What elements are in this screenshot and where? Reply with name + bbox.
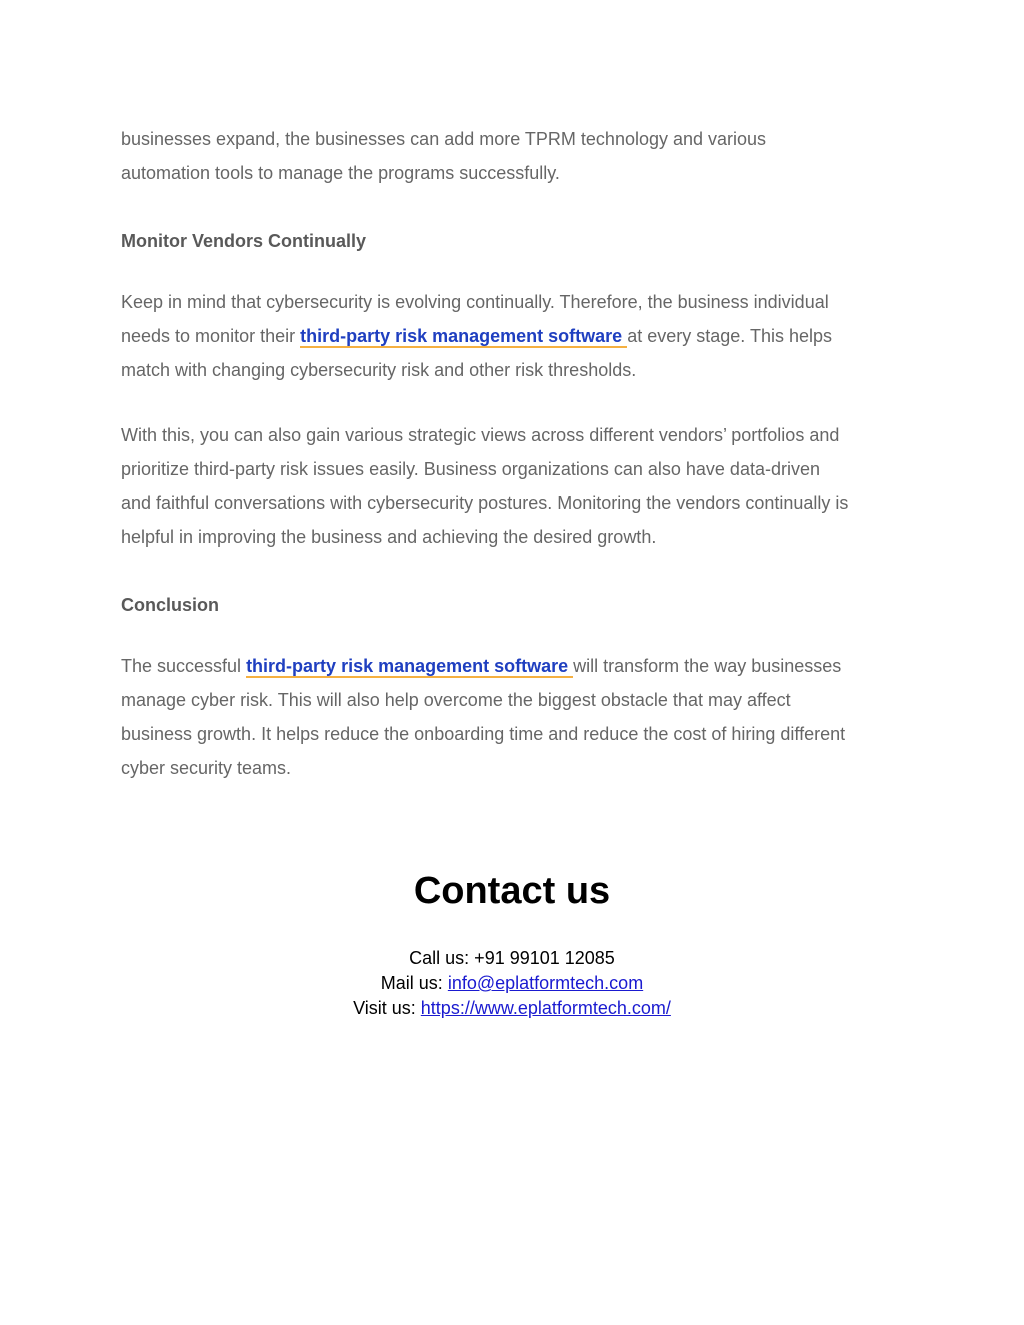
monitor-p2-line-4: helpful in improving the business and achieving the desired growth. [121, 527, 657, 547]
monitor-p1-text-after-link: at every stage. This helps [627, 326, 832, 346]
conclusion-line-3: business growth. It helps reduce the onboarding time and reduce the cost of hiring different [121, 724, 846, 744]
tprm-software-link[interactable]: third-party risk management software [300, 326, 628, 346]
monitor-paragraph-1 [121, 285, 832, 387]
visit-us-line [0, 996, 1024, 1021]
monitor-p2-line-3: and faithful conversations with cybersecurity postures. Monitoring the vendors continually is [121, 493, 849, 513]
conclusion-text-before-link: The successful [121, 656, 247, 676]
mail-us-line [0, 971, 1024, 996]
monitor-vendors-heading: Monitor Vendors Continually [121, 231, 367, 251]
website-link[interactable]: https://www.eplatformtech.com/ [420, 998, 671, 1018]
conclusion-line-2: manage cyber risk. This will also help overcome the biggest obstacle that may affect [121, 690, 791, 710]
conclusion-paragraph [121, 649, 845, 785]
monitor-p1-line-1: Keep in mind that cybersecurity is evolving continually. Therefore, the business individual [121, 292, 829, 312]
monitor-p2-line-2: prioritize third-party risk issues easily. Business organizations can also have data-driven [121, 459, 820, 479]
email-link[interactable]: info@eplatformtech.com [447, 973, 644, 993]
monitor-p1-line-2 [121, 319, 832, 353]
call-us-line: Call us: +91 99101 12085 [409, 948, 615, 968]
mail-us-label: Mail us: [380, 973, 448, 993]
monitor-p1-text-before-link: needs to monitor their [121, 326, 301, 346]
conclusion-line-4: cyber security teams. [121, 758, 292, 778]
intro-line-2: automation tools to manage the programs successfully. [121, 163, 560, 183]
monitor-paragraph-2 [121, 418, 848, 554]
conclusion-line-1 [121, 649, 845, 683]
intro-paragraph [121, 122, 766, 190]
monitor-p1-line-3: match with changing cybersecurity risk and other risk thresholds. [121, 360, 637, 380]
conclusion-text-after-link: will transform the way businesses [573, 656, 842, 676]
contact-details [0, 946, 1024, 1021]
visit-us-label: Visit us: [353, 998, 421, 1018]
monitor-p2-line-1: With this, you can also gain various strategic views across different vendors’ portfolios and [121, 425, 840, 445]
tprm-software-link-conclusion[interactable]: third-party risk management software [246, 656, 574, 676]
conclusion-heading: Conclusion [121, 595, 219, 615]
intro-line-1: businesses expand, the businesses can add more TPRM technology and various [121, 129, 767, 149]
contact-us-title: Contact us [413, 870, 611, 912]
